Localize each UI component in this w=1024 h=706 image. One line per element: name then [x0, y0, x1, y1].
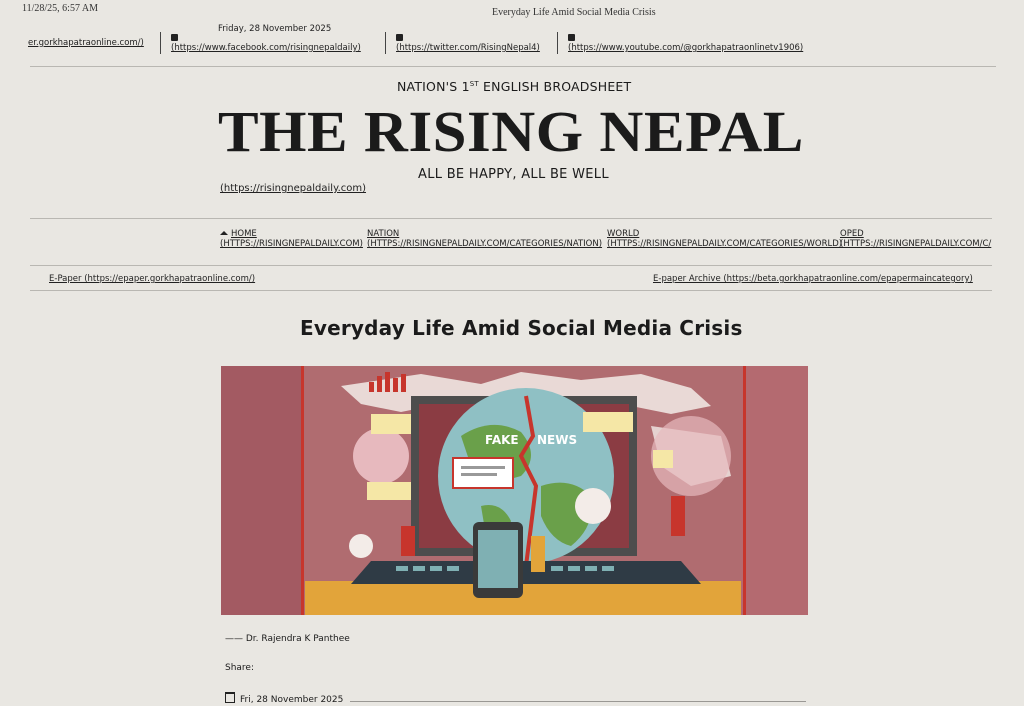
masthead-tagline: NATION'S 1ST ENGLISH BROADSHEET	[397, 79, 632, 94]
home-logo-link[interactable]: (https://risingnepaldaily.com)	[220, 183, 367, 194]
hero-news-text: NEWS	[537, 433, 578, 447]
nav-bottom-rule	[30, 265, 992, 266]
nav-item-oped[interactable]	[840, 229, 1024, 249]
facebook-link[interactable]	[171, 34, 361, 53]
date-rule	[350, 701, 806, 702]
facebook-icon	[171, 34, 178, 41]
epaper-link[interactable]: E-Paper (https://epaper.gorkhapatraonline.com/)	[49, 274, 256, 284]
hero-fake-text: FAKE	[485, 433, 519, 447]
top-date: Friday, 28 November 2025	[218, 24, 332, 34]
nav-item-world[interactable]	[607, 229, 842, 249]
share-label: Share:	[225, 663, 255, 673]
youtube-url[interactable]: (https://www.youtube.com/@gorkhapatraonlinetv1906)	[568, 43, 804, 53]
divider	[385, 32, 386, 54]
nav-url: (HTTPS://RISINGNEPALDAILY.COM/CATEGORIES/WORLD)	[607, 239, 843, 249]
youtube-link[interactable]	[568, 34, 803, 53]
nav-url: (HTTPS://RISINGNEPALDAILY.COM/C/	[840, 239, 992, 249]
print-page-title: Everyday Life Amid Social Media Crisis	[492, 7, 656, 18]
nav-label: WORLD	[607, 229, 640, 239]
youtube-icon	[568, 34, 575, 41]
hero-illustration	[221, 366, 808, 615]
facebook-url[interactable]: (https://www.facebook.com/risingnepaldaily)	[171, 43, 361, 53]
twitter-url[interactable]: (https://twitter.com/RisingNepal4)	[396, 43, 540, 53]
epaper-rule	[30, 290, 992, 291]
header-rule	[30, 66, 996, 67]
twitter-icon	[396, 34, 403, 41]
divider	[557, 32, 558, 54]
nav-label: HOME	[231, 229, 257, 239]
masthead-logo[interactable]: THE RISING NEPAL	[218, 99, 804, 164]
masthead-motto: ALL BE HAPPY, ALL BE WELL	[418, 167, 609, 182]
byline-dash: ——	[225, 634, 243, 644]
divider	[160, 32, 161, 54]
nav-url: (HTTPS://RISINGNEPALDAILY.COM)	[220, 239, 363, 249]
nav-label: OPED	[840, 229, 864, 239]
print-timestamp: 11/28/25, 6:57 AM	[22, 3, 99, 14]
author-name[interactable]: Dr. Rajendra K Panthee	[245, 634, 350, 644]
calendar-icon	[225, 692, 235, 703]
nav-url: (HTTPS://RISINGNEPALDAILY.COM/CATEGORIES/NATION)	[367, 239, 603, 249]
nav-label: NATION	[367, 229, 400, 239]
epaper-url[interactable]: er.gorkhapatraonline.com/)	[28, 38, 144, 48]
publish-date	[225, 692, 343, 705]
home-icon	[220, 231, 228, 235]
nav-item-home[interactable]	[220, 229, 363, 249]
epaper-link-truncated[interactable]	[28, 38, 144, 48]
nav-item-nation[interactable]	[367, 229, 602, 249]
epaper-archive-link[interactable]: E-paper Archive (https://beta.gorkhapatraonline.com/epapermaincategory)	[653, 274, 973, 284]
article-byline	[225, 634, 350, 644]
twitter-link[interactable]	[396, 34, 540, 53]
nav-top-rule	[30, 218, 992, 219]
publish-date-text: Fri, 28 November 2025	[240, 695, 344, 705]
article-headline: Everyday Life Amid Social Media Crisis	[300, 316, 743, 340]
